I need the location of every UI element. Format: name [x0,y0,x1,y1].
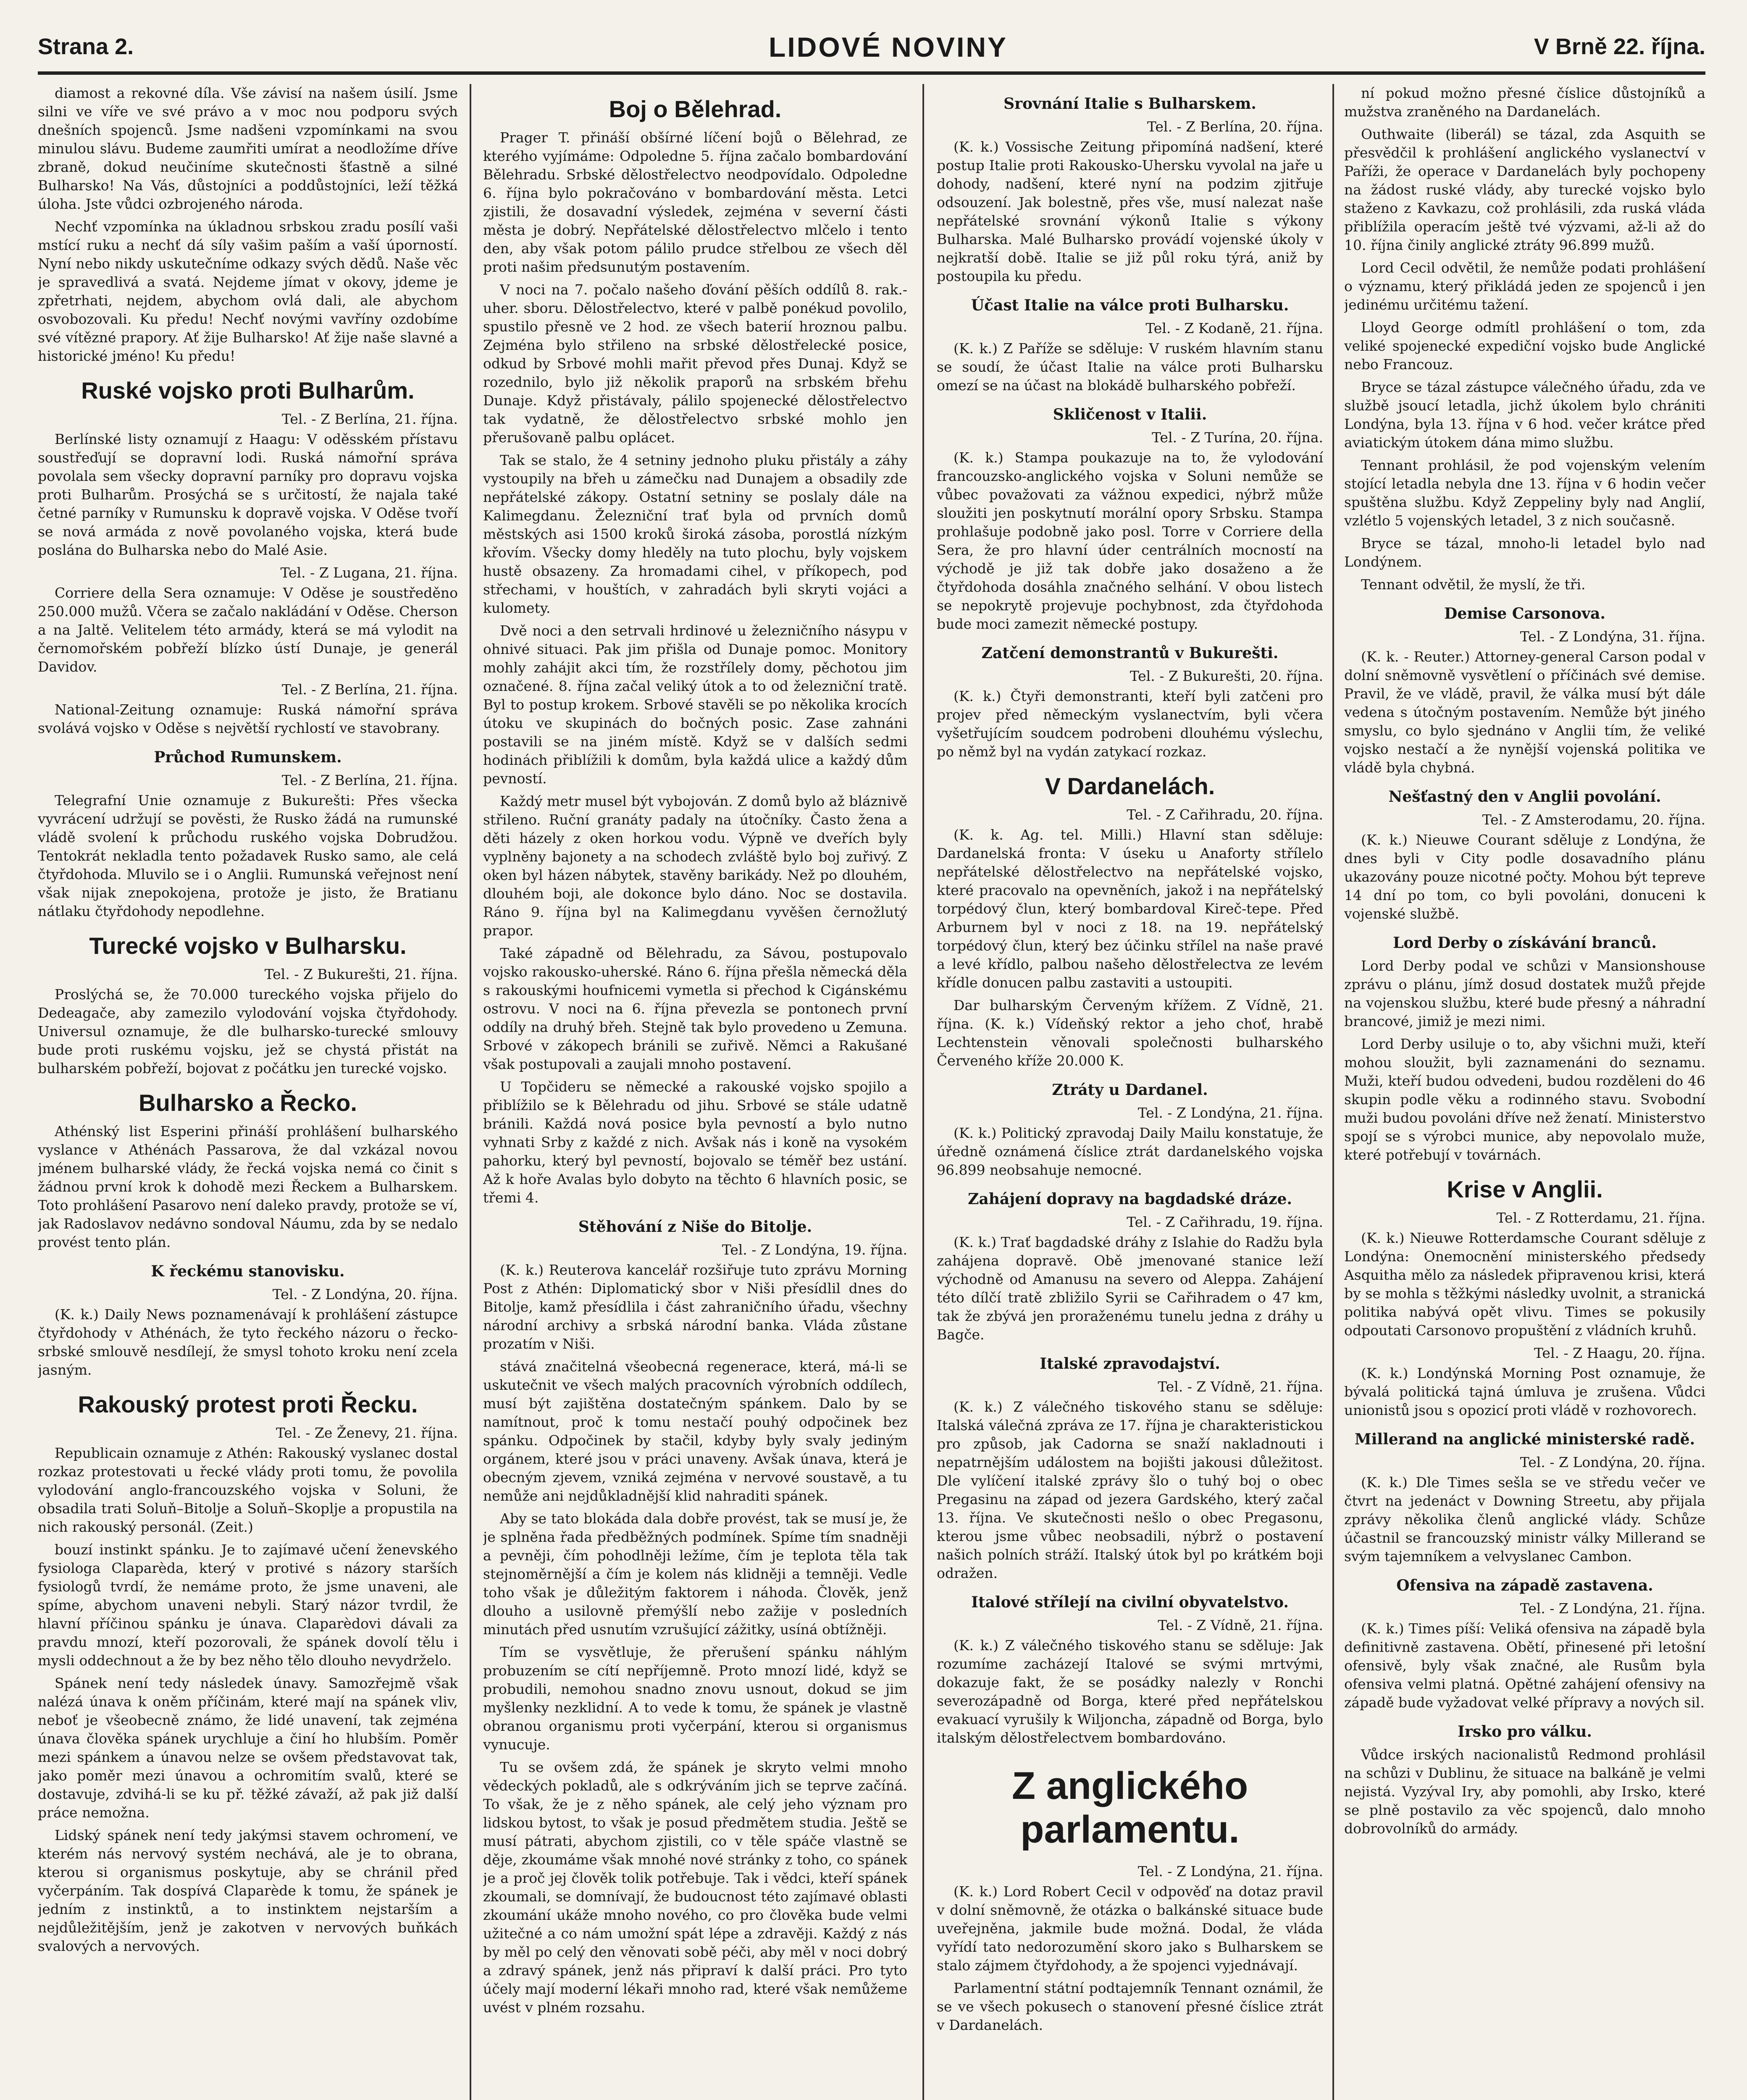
dateline: Tel. - Z Berlína, 21. října. [281,681,458,698]
headline: Z anglického parlamentu. [1011,1764,1248,1851]
subheadline: Srovnání Italie s Bulharskem. [1004,95,1256,113]
article-paragraph: Lord Cecil odvětil, že nemůže podati prohlášení o významu, který přikládá jeden ze spojenců i jen jedinému určitému tažení. [1344,260,1705,313]
subheadline: Nešťastný den v Anglii povolání. [1388,788,1661,806]
article-paragraph: bouzí instinkt spánku. Je to zajímavé učení ženevského fysiologa Claparèda, který v protivé s názory starších fysiologů tvrdí, že nemáme proto, že jsme unaveni, ale spíme, abychom unaveni nebyli. Starý názor tvrdil, že hlavní příčinou spánku je únava. Claparèdovi dávali za pravdu mnozí, kteří pozorovali, že spánek dovolí tělu i mysli oddechnout a že by bez něho tělo dlouho nevydrželo. [38,1541,458,1669]
article-paragraph: Tím se vysvětluje, že přerušení spánku náhlým probuzením se cítí nepříjemně. Proto mnozí lidé, když se probudili, nemohou snadno znovu usnout, dokud se jim myšlenky nezklidní. A to vede k tomu, že spánek je vlastně obranou organismu proti vyčerpání, kterou si organismus vynucuje. [483,1644,907,1753]
article-paragraph: V noci na 7. počalo našeho ďování pěších oddílů 8. rak.-uher. sboru. Dělostřelectvo, které v palbě ponékud povolilo, spustilo přesně ve 2 hod. ze všech baterií hroznou palbu. Zejména bylo střileno na srbské dělostřelecké posice, odkud by Srbové mohli mařit převod přes Dunaj. Když se rozednilo, bylo již několik praporů na srbském břehu Dunaje. Když přistávaly, pálilo spojenecké dělostřelectvo tak vydatně, že dělostřelectvo srbské mohlo jen přerušovaně palbu oplácet. [483,281,907,446]
dateline: Tel. - Z Vídně, 21. října. [1158,1617,1323,1633]
dateline: Tel. - Z Turína, 20. října. [1151,429,1323,446]
column-3 [937,84,1323,2100]
article-paragraph: Nechť vzpomínka na úkladnou srbskou zradu posílí vaši mstící ruku a nechť dá síly vašim paším a vaší úporností. Nyní nebo nikdy uskutečníme odkazy svých dědů. Naše věc je spravedlivá a svatá. Nejdeme jímat v okovy, jdeme je zpřetrhati, nejdem, abychom ovlá dali, ale abychom osvobozovali. Ku předu! Nechť novými vavříny ozdobíme své vítězné prapory. Ať žije Bulharsko! Ať žije naše slavné a historické jméno! Ku předu! [38,218,458,364]
article-paragraph: Dvě noci a den setrvali hrdinové u železničního násypu v ohnivé situaci. Pak jim přišla od Dunaje pomoc. Monitory mohly zahájit akci tím, že rozstřílely domy, pěchotou jim označené. 8. října začal veliký útok a to od železniční tratě. Byl to postup krokem. Srbové stavěli se po několika krocích útoku ve skupinách do bočných posic. Zase zahnáni postavili se na jiném místě. Když se v dalších sedmi hodinách přiblížili k domům, byla každá ulice a každý dům pevností. [483,622,907,787]
dateline: Tel. - Z Londýna, 21. října. [1520,1600,1705,1617]
subheadline: Skličenost v Italii. [1053,406,1207,423]
page-header [38,34,1705,67]
column-2 [483,84,907,2100]
article-paragraph: (K. k.) Vossische Zeitung připomíná nadšení, které postup Italie proti Rakousko-Uhersku vyvolal na jaře u dohody, nadšení, které nyní na podzim zjitřuje odsouzení. Jak bolestně, přes vše, musí nalezat naše nepřátelské srovnání výkonů Italie s výkony Bulharska. Malé Bulharsko provádí vojenské úkoly v nejkratší době. Italie se již půl roku týrá, aniž by postoupila ku předu. [937,139,1323,284]
headline: Bulharsko a Řecko. [139,1089,357,1116]
article-paragraph: Tennant prohlásil, že pod vojenským velením stojící letadla nebyla dne 13. října v 6 hodin večer spuštěna službu. Když Zeppeliny byly nad Anglií, vzlétlo 5 vojenských letadel, 3 z nich současně. [1344,457,1705,529]
article-paragraph: Telegrafní Unie oznamuje z Bukurešti: Přes všecka vyvrácení udržují se pověsti, že Rusko žádá na rumunské vládě svolení k průchodu ruského vojska Dobrudžou. Tentokrát nekladla tento požadavek Rusko samo, ale celá čtyřdohoda. Mluvilo se i o Anglii. Rumunská veřejnost není však nijak znepokojena, protože je jisto, že Bratianu nátlaku čtyřdohody nepodlehne. [38,792,458,919]
article-paragraph: (K. k.) Lord Robert Cecil v odpověď na dotaz pravil v dolní sněmovně, že otázka o balkánské situace bude uveřejněna, jakmile bude možná. Dodal, že vláda vyřídí tato nedorozumění skoro jako s Bulharskem se stalo zájmem čtyřdohody, a že spojenci vyjednávají. [937,1883,1323,1974]
article-paragraph: Lidský spánek není tedy jakýmsi stavem ochromení, ve kterém nás nervový systém nechává, ale je to obrana, kterou si organismus poskytuje, aby se chránil před vyčerpáním. Tak dospívá Claparède k tomu, že spánek je jedním z instinktů, a to instinktem nejstarším a nejdůležitějším, jenž je zakotven v nervových buňkách svalových a nervových. [38,1827,458,1954]
subheadline: K řeckému stanovisku. [151,1263,345,1280]
article-paragraph: Proslýchá se, že 70.000 tureckého vojska přijelo do Dedeagače, aby zamezilo vylodování vojska čtyřdohody. Universul oznamuje, že dle bulharsko-turecké smlouvy bude proti ruskému vojsku, jež se chystá přistát na bulharském pobřeží, bojovat z počátku jen turecké vojsko. [38,986,458,1076]
article-paragraph: (K. k.) Čtyři demonstranti, kteří byli zatčeni pro projev před německým vyslanectvím, byli včera vyšetřujícím soudcem podrobeni dlouhému výslechu, po němž byl na vydán zatykací rozkaz. [937,688,1323,760]
column-4 [1344,84,1705,2100]
article-paragraph: (K. k.) Z válečného tiskového stanu se sděluje: Jak rozumíme zacházejí Italové se svými mrtvými, dokazuje fakt, že se posádky nalezly v Ronchi severozápadně od Borga, které před nepřátelskou evakuací vyrušily k Wiljoncha, západně od Borga, bylo italským dělostřelectvem bombardováno. [937,1637,1323,1746]
subheadline: Stěhování z Niše do Bitolje. [578,1218,812,1236]
dateline: Tel. - Z Cařihradu, 19. října. [1127,1214,1323,1230]
article-paragraph: (K. k. - Reuter.) Attorney-general Carson podal v dolní sněmovně vysvětlení o příčinách své demise. Pravil, že ve vládě, pravil, že válka musí být dále vedena s útočným postavením. Nemůže být jiného smyslu, co bylo sjednáno v Anglii tím, že veliké vojsko nestačí a že nynější vojenská politika ve vládě byla chybná. [1344,648,1705,776]
issue-dateline: V Brně 22. října. [1534,34,1705,59]
subheadline: Millerand na anglické ministerské radě. [1354,1431,1695,1448]
column-1 [38,84,458,2100]
masthead-title: LIDOVÉ NOVINY [769,32,1008,63]
article-paragraph: (K. k.) Z válečného tiskového stanu se sděluje: Italská válečná zpráva ze 17. října je charakteristickou pro způsob, jak Cadorna se snaží nakladnouti i nepatrnějším událostem na bojišti jakousi důležitost. Dle vylíčení italské zprávy šlo o tuhý boj o obec Pregasinu na západ od jezera Gardského, který začal 13. října. Ve skutečnosti nešlo o obec Pregasonu, kterou jsme vůbec neobsadili, nýbrž o postavení našich polních stráží. Italský útok byl po krátkém boji odražen. [937,1399,1323,1581]
article-paragraph: Tak se stalo, že 4 setniny jednoho pluku přistály a záhy vystoupily na břeh u zámečku nad Dunajem a obsadily zde nepřátelské zákopy. Ostatní setniny se poslaly dále na Kalimegdanu. Železniční trať byla od prvních domů městských asi 1500 kroků široká zásoba, porostlá nízkým křovím. Všecky domy hleděly na tuto plochu, byly vojskem hustě obsazeny. Za hromadami cihel, v příkopech, pod střechami, v houštích, v zahradách byli skryti vojáci a kulomety. [483,452,907,616]
article-paragraph: Lord Derby usiluje o to, aby všichni muži, kteří mohou sloužit, byli zaznamenáni do seznamu. Muži, kteří budou odvedeni, budou rozděleni do 46 skupin podle věku a rodinného stavu. Svobodní muži budou povoláni dříve než ženatí. Ministerstvo spojí se s výrobci munice, aby nepovolalo muže, které potřebují v továrnách. [1344,1036,1705,1163]
subheadline: Zahájení dopravy na bagdadské dráze. [968,1190,1292,1208]
article-paragraph: Corriere della Sera oznamuje: V Oděse je soustředěno 250.000 mužů. Včera se začalo nakládání v Oděse. Cherson a na Jaltě. Velitelem této armády, která se má vylodit na černomořském pobřeží blízko ústí Dunaje, je generál Davidov. [38,585,458,675]
article-paragraph: Aby se tato blokáda dala dobře provést, tak se musí je, že je splněna řada předběžných podmínek. Spíme tím snadněji a pevněji, čím pohodlněji ležíme, čím je teplota těla tak stejnoměrnější a čím je kolem nás klidněji a temněji. Vedle toho však je důležitým faktorem i náhoda. Člověk, jenž dlouho a usilovně přemýšlí nebo zažije v posledních minutách před usnutím vzrušující zážitky, usíná obtížněji. [483,1510,907,1638]
headline: Turecké vojsko v Bulharsku. [89,932,407,959]
headline: Boj o Bělehrad. [609,96,782,122]
headline: Ruské vojsko proti Bulharům. [81,377,415,404]
article-paragraph: Také západně od Bělehradu, za Sávou, postupovalo vojsko rakousko-uherské. Ráno 6. října přešla německá děla s rakouskými houfnicemi vymetla si přechod k Cigánskému ostrovu. V noci na 6. října převezla se pontonech první oddíly na druhý břeh. Stejně tak bylo provedeno u Zemuna. Srbové v zákopech bránili se zuřivě. Němci a Rakušané však postupovali a zaujali mnoho postavení. [483,945,907,1072]
article-paragraph: (K. k.) Reuterova kancelář rozšiřuje tuto zprávu Morning Post z Athén: Diplomatický sbor v Niši přesídlil dnes do Bitolje, kamž přesídlila i část zahraničního úřadu, všechny národní archivy a srbská národní banka. Vláda zůstane prozatím v Niši. [483,1262,907,1352]
subheadline: Italské zpravodajství. [1040,1355,1220,1373]
article-paragraph: (K. k. Ag. tel. Milli.) Hlavní stan sděluje: Dardanelská fronta: V úseku u Anaforty střílelo nepřátelské dělostřelectvo na nepřátelské vojsko, které pracovalo na opevněních, jakož i na nepřátelský torpédový člun, který bombardoval Kireč-tepe. Před Arburnem byl v noci z 18. na 19. nepřátelský torpédový člun, který bez účinku střílel na naše pravé a levé křídlo, palbou našeho dělostřelectva ze levém křídle donucen palbu zastaviti a ustoupiti. [937,827,1323,991]
dateline: Tel. - Z Kodaně, 21. října. [1145,320,1323,336]
article-paragraph: Každý metr musel být vybojován. Z domů bylo až bláznivě střileno. Ruční granáty padaly na útočníky. Často žena a děti házely z oken horkou vodu. Výpně ve dveřích byly vyplněny bajonety a na schodech zvláště bylo boj zuřivý. Z oken byl házen nábytek, stavěny barikády. Než po dlouhém, dlouhém boji, ale dokonce bylo dáno. Noc se dostavila. Ráno 9. října byl na Kalimegdanu vyvěšen černožlutý prapor. [483,793,907,939]
dateline: Tel. - Z Londýna, 21. října. [1138,1863,1323,1880]
article-paragraph: Bryce se tázal zástupce válečného úřadu, zda ve službě jsoucí letadla, jichž úkolem bylo chrániti Londýna, byla 13. října v 6 hod. večer krátce před aviatickým útokem dána mimo službu. [1344,379,1705,451]
headline: Krise v Anglii. [1447,1176,1603,1202]
dateline: Tel. - Ze Ženevy, 21. října. [276,1425,458,1441]
article-paragraph: (K. k.) Nieuwe Rotterdamsche Courant sděluje z Londýna: Onemocnění ministerského předsedy Asquitha mělo za následek připravenou krisi, která by se mohla s těžkými následky uvolnit, a stranická politika nabývá opět vlivu. Times se pokusily odpoutati Carsonovo propuštění z vládních kruhů. [1344,1230,1705,1339]
subheadline: Ofensiva na západě zastavena. [1396,1577,1653,1594]
dateline: Tel. - Z Bukurešti, 21. října. [264,966,458,982]
dateline: Tel. - Z Cařihradu, 20. října. [1127,806,1323,823]
article-paragraph: Parlamentní státní podtajemník Tennant oznámil, že se ve všech pokusech o stanovení přesné číslice ztrát v Dardanelách. [937,1980,1323,2033]
column-divider [1332,84,1334,2100]
dateline: Tel. - Z Londýna, 31. října. [1520,628,1705,645]
article-paragraph: ní pokud možno přesné číslice důstojníků a mužstva zraněného na Dardanelách. [1344,85,1705,120]
subheadline: Italové střílejí na civilní obyvatelstvo. [971,1593,1289,1611]
article-paragraph: (K. k.) Stampa poukazuje na to, že vylodování francouzsko-anglického vojska v Soluni nemůže se vůbec považovati za vážnou expedici, nýbrž může sloužiti jen poskytnutí morální opory Srbsku. Stampa prohlašuje podobně jako posl. Torre v Corriere della Sera, že pro hlavní úder centrálních mocností na východě je již tak dobře jako dosaženo a že čtyřdohoda dosáhla značného selhání. V obou listech se nepokrytě projevuje pochybnost, zda čtyřdohoda bude moci zamezit německé postupy. [937,449,1323,632]
article-paragraph: U Topčideru se německé a rakouské vojsko spojilo a přiblížilo se k Bělehradu od jihu. Srbové se stále udatně bránili. Každá nová posice byla pevností a bylo nutno vyhnati Srby z každé z nich. Avšak nás i koně na vysokém pahorku, který byl pevností, bojovalo se téměř bez ustání. Až k hoře Avalas bylo dobyto na těchto 6 hlavních posic, se třemi 4. [483,1079,907,1206]
page-number: Strana 2. [38,34,134,59]
article-paragraph: Dar bulharským Červeným křížem. Z Vídně, 21. října. (K. k.) Vídeňský rektor a jeho choť, hrabě Lechtenstein věnovali společnosti bulharského Červeného kříže 20.000 K. [937,997,1323,1069]
dateline: Tel. - Z Berlína, 21. října. [281,772,458,788]
dateline: Tel. - Z Amsterodamu, 20. října. [1482,811,1705,828]
article-paragraph: Berlínské listy oznamují z Haagu: V oděsském přístavu soustřeďují se dopravní lodi. Ruská námořní správa povolala sem všecky dopravní parníky pro dopravu vojska proti Bulharům. Prosýchá se s určitostí, že najala také četné parníky v Rumunsku k dopravě vojska. V Oděse tvoří se nová armáda z nově povolaného vojska, která bude poslána do Bulharska nebo do Malé Asie. [38,431,458,558]
subheadline: Demise Carsonova. [1444,605,1605,622]
article-paragraph: (K. k.) Politický zpravodaj Daily Mailu konstatuje, že úředně oznámená číslice ztrát dardanelského vojska 96.899 neobsahuje nemocné. [937,1125,1323,1178]
dateline: Tel. - Z Lugana, 21. října. [280,564,458,581]
dateline: Tel. - Z Haagu, 20. října. [1534,1345,1705,1361]
article-paragraph: Lloyd George odmítl prohlášení o tom, zda veliké spojenecké expediční vojsko bude Anglické nebo Francouz. [1344,319,1705,373]
article-paragraph: (K. k.) Times píší: Veliká ofensiva na západě byla definitivně zastavena. Obětí, přinesené při letošní ofensivě, byly však značné, ale Rusům byla ofensiva velmi platná. Opětné zahájení ofensivy na západě bude vyžadovat velké přípravy a nových sil. [1344,1620,1705,1711]
article-paragraph: Athénský list Esperini přináší prohlášení bulharského vyslance v Athénách Passarova, že dal vzkázal novou jménem bulharské vlády, že řecká vojska nemá co činit s žádnou první krok k dohodě mezi Řeckem a Bulharskem. Toto prohlášení Pasarovo není daleko pravdy, protože se ví, jak Radoslavov nedávno sondoval Náumu, zda by se nedalo provést tento plán. [38,1123,458,1250]
article-paragraph: (K. k.) Daily News poznamenávají k prohlášení zástupce čtyřdohody v Athénách, že tyto řeckého názoru o řecko-srbské smlouvě nesdílejí, že smysl tohoto kroku není zcela jasným. [38,1306,458,1378]
dateline: Tel. - Z Rotterdamu, 21. října. [1496,1210,1705,1226]
article-paragraph: (K. k.) Z Paříže se sděluje: V ruském hlavním stanu se soudí, že účast Italie na válce proti Bulharsku omezí se na účast na blokádě bulharského pobřeží. [937,340,1323,394]
subheadline: Průchod Rumunskem. [154,748,342,766]
subheadline: Lord Derby o získávání branců. [1393,934,1657,952]
subheadline: Ztráty u Dardanel. [1052,1081,1208,1099]
dateline: Tel. - Z Londýna, 20. října. [1520,1454,1705,1470]
article-paragraph: Tennant odvětil, že myslí, že tři. [1361,576,1586,593]
headline: V Dardanelách. [1045,773,1215,799]
article-paragraph: Spánek není tedy následek únavy. Samozřejmě však nalézá únava k oněm příčinám, které mají na spánek vliv, neboť je všeobecně známo, že lidé unavení, tak zejména únava člověka spánek urychluje a činí ho hlubším. Poměr mezi spánkem a únavou nelze se ovšem představovat tak, jako poměr mezi únavou a ochromitím svalů, které se dostavuje, zdvihá-li se ku př. těžké závaží, až pak již další práce nemožna. [38,1675,458,1821]
subheadline: Irsko pro válku. [1458,1723,1592,1740]
article-paragraph: Tu se ovšem zdá, že spánek je skryto velmi mnoho vědeckých pokladů, ale s odkrýváním jich se teprve začíná. To však, že je z něho spánek, ale celý jeho význam pro lidskou bytost, to však je posud předmětem studia. Ještě se musí pátrati, abychom zjistili, co v těle spáče vlastně se děje, zkoumáme však mnohé nové stránky z toho, co spánek je a proč jej člověk tolik potřebuje. Tak i vědci, kteří spánek zkoumali, se domnívají, že budoucnost této zajímavé oblasti zkoumání ukáže mnoho nového, co pro člověka bude velmi užitečné a co nám umožní spát lépe a zdravěji. Každý z nás by měl po celý den věnovati sobě péči, aby měl v noci dobrý a zdravý spánek, jenž nás připraví k další práci. Pro tyto účely mají moderní lékaři mnoho rad, které však nemůžeme uvést v plném rozsahu. [483,1759,907,2016]
column-divider [922,84,924,2100]
article-paragraph: Lord Derby podal ve schůzi v Mansionshouse zprávu o plánu, jímž dosud dostatek mužů přejde na vojenskou službu, které bude přesný a náhradní brancové, jimiž je mezi nimi. [1344,958,1705,1029]
dateline: Tel. - Z Berlína, 21. října. [281,411,458,427]
article-paragraph: Prager T. přináší obšírné líčení bojů o Bělehrad, ze kterého vyjímáme: Odpoledne 5. října začalo bombardování Bělehradu. Srbské dělostřelectvo neodpovídalo. Odpoledne 6. října bylo pokračováno v bombardování města. Letci zjistili, že dosavadní výsledek, zejména v severní části města je dobrý. Nepřátelské dělostřelectvo mlčelo i tento den, aby však potom pálilo prudce střelbou ze všech děl proti našim předsunutým postavením. [483,129,907,275]
article-paragraph: (K. k.) Trať bagdadské dráhy z Islahie do Radžu byla zahájena dopravě. Obě jmenované stanice leží východně od Amanusu na severo od Aleppa. Zahájení této dílčí tratě zbližilo Syrii se Cařihradem o 47 km, tak že zbývá jen proraženému tunelu jedna z dráhy u Bagče. [937,1234,1323,1343]
headline: Rakouský protest proti Řecku. [78,1391,418,1418]
dateline: Tel. - Z Berlína, 20. října. [1147,118,1323,135]
article-paragraph: Outhwaite (liberál) se tázal, zda Asquith se přesvědčil k prohlášení anglického vyslanectví v Paříži, že operace v Dardanelách byly pochopeny na žádost ruské vlády, aby turecké vojsko bylo staženo z Kavkazu, což prohlásili, zda ruská vláda přiblížila operacím ještě tvé výzvami, až-li až do 10. října činily anglické ztráty 96.899 mužů. [1344,126,1705,253]
article-paragraph: Vůdce irských nacionalistů Redmond prohlásil na schůzi v Dublinu, že situace na balkáně je velmi nejistá. Vyzýval Iry, aby pomohli, aby Irsko, které se plně postavilo za věc spojenců, dalo mnoho dobrovolníků do armády. [1344,1746,1705,1837]
article-paragraph: National-Zeitung oznamuje: Ruská námořní správa svolává vojsko v Oděse s největší rychlostí ve stavobrany. [38,701,458,736]
article-paragraph: Bryce se tázal, mnoho-li letadel bylo nad Londýnem. [1344,535,1705,570]
column-divider [470,84,471,2100]
dateline: Tel. - Z Vídně, 21. října. [1158,1378,1323,1395]
header-rule [38,71,1705,75]
article-paragraph: diamost a rekovné díla. Vše závisí na našem úsilí. Jsme silni ve víře ve své právo a v moc nou podporu svých dnešních spojenců. Jsme nadšeni vzpomínkami na svou minulou slávu. Budeme zaumřiti umírat a neodložíme dříve zbraně, dokud neučiníme skutečnosti šťastně a silné Bulharsko! Na Vás, důstojníci a poddůstojníci, leží těžká úloha. Jste vůdci ozbrojeného národa. [38,85,458,212]
dateline: Tel. - Z Londýna, 20. října. [272,1286,458,1302]
subheadline: Zatčení demonstrantů v Bukurešti. [981,644,1279,662]
article-paragraph: (K. k.) Dle Times sešla se ve středu večer ve čtvrt na jedenáct v Downing Streetu, aby přijala zprávy několika členů anglické vlády. Schůze účastnil se francouzský ministr války Millerand se svým tajemníkem a velvyslanec Cambon. [1344,1474,1705,1564]
article-paragraph: (K. k.) Londýnská Morning Post oznamuje, že bývalá politická tajná úmluva je zrušena. Vůdci unionistů jsou s opozicí proti vládě v rozhovorech. [1344,1365,1705,1418]
article-paragraph: (K. k.) Nieuwe Courant sděluje z Londýna, že dnes byli v City podle dosavadního plánu ukazovány pouze nicotné počty. Mohou být tepreve 14 dní po tom, co byli povoláni, donuceni k vojenské službě. [1344,832,1705,922]
dateline: Tel. - Z Bukurešti, 20. října. [1130,668,1323,684]
article-paragraph: Republicain oznamuje z Athén: Rakouský vyslanec dostal rozkaz protestovati u řecké vlády proti tomu, že povolila vylodování anglo-francouzského vojska v Soluni, že obsadila trati Soluň–Bitolje a Soluň–Skoplje a propustila na nich rakouský personál. (Zeit.) [38,1445,458,1535]
article-paragraph: stává značitelná všeobecná regenerace, která, má-li se uskutečnit ve všech malých pracovních výrobních oddílech, musí být zajištěna dostatečným spánkem. Dalo by se namítnout, proč k tomu nestačí pouhý odpočinek bez spánku. Odpočinek by stačil, kdyby byly svaly jediným orgánem, které jsou v práci unaveny. Avšak únava, která je obecným zjevem, vzniká zejména v nervové soustavě, a tu nemůže ani nejdůkladnější klid nahraditi spánek. [483,1358,907,1504]
subheadline: Účast Italie na válce proti Bulharsku. [971,297,1289,314]
dateline: Tel. - Z Londýna, 19. října. [722,1242,907,1258]
dateline: Tel. - Z Londýna, 21. října. [1138,1105,1323,1121]
